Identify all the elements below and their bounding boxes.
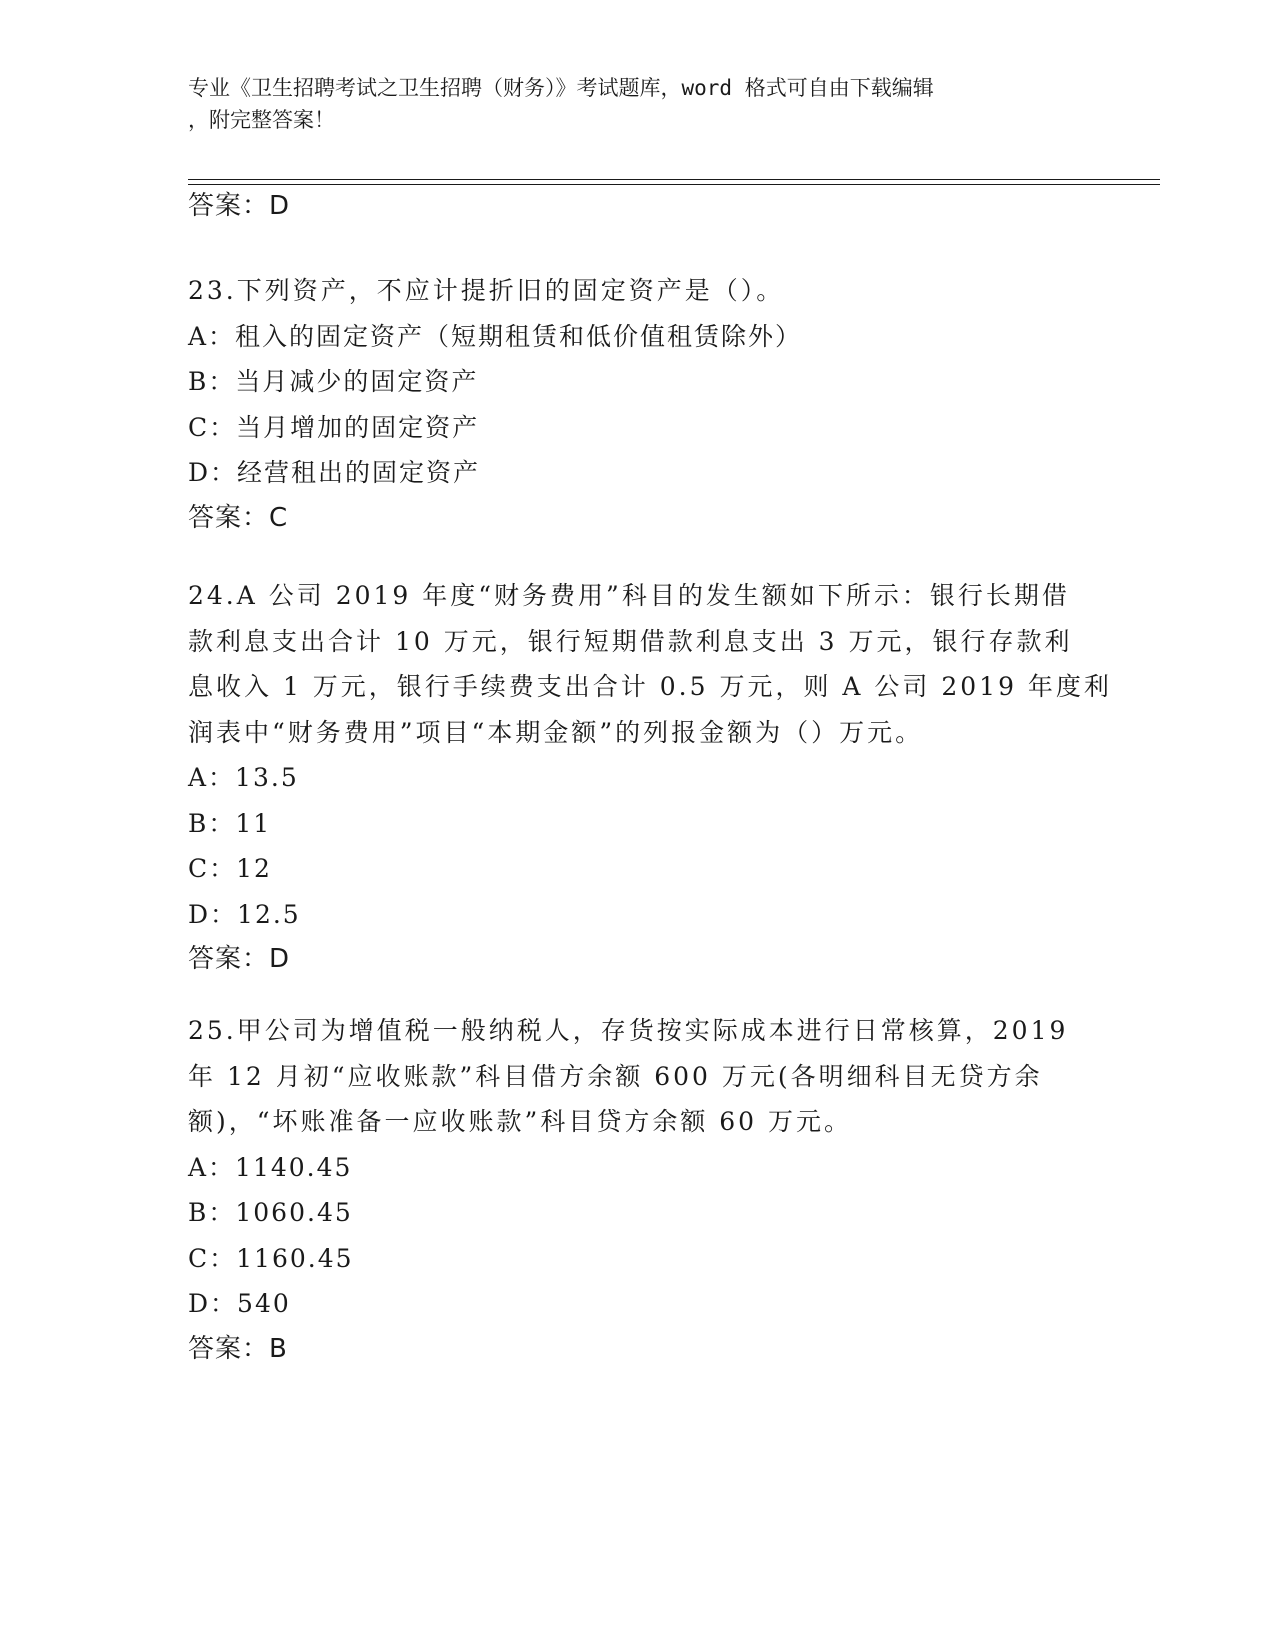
option-d: D：540 — [188, 1289, 291, 1318]
question-text-line: 25.甲公司为增值税一般纳税人，存货按实际成本进行日常核算，2019 — [188, 1016, 1069, 1045]
option-a: A：租入的固定资产（短期租赁和低价值租赁除外） — [188, 321, 803, 351]
option-d: D：经营租出的固定资产 — [188, 458, 481, 487]
question-text-line: 息收入 1 万元，银行手续费支出合计 0.5 万元，则 A 公司 2019 年度利 — [188, 672, 1112, 701]
option-b: B：1060.45 — [188, 1198, 353, 1227]
header-rule-top — [188, 179, 1160, 180]
header-rule-bottom — [188, 184, 1160, 185]
option-c: C：12 — [188, 854, 272, 883]
answer: 答案：B — [188, 1333, 288, 1364]
option-a: A：1140.45 — [188, 1152, 353, 1182]
option-b: B：当月减少的固定资产 — [188, 367, 479, 396]
previous-answer: 答案：D — [188, 191, 291, 221]
question-text-line: 额)，“坏账准备一应收账款”科目贷方余额 60 万元。 — [188, 1107, 853, 1136]
option-a: A：13.5 — [188, 763, 299, 792]
page-header — [188, 72, 1068, 136]
option-b: B：11 — [188, 808, 272, 838]
option-d: D：12.5 — [188, 899, 301, 929]
question-text-line: 润表中“财务费用”项目“本期金额”的列报金额为（）万元。 — [188, 717, 924, 747]
answer: 答案：C — [188, 502, 289, 533]
header-line-1: 专业《卫生招聘考试之卫生招聘（财务）》考试题库，word 格式可自由下载编辑 — [188, 76, 934, 100]
question-text-line: 款利息支出合计 10 万元，银行短期借款利息支出 3 万元，银行存款利 — [188, 626, 1073, 656]
question-text-line: 23.下列资产，不应计提折旧的固定资产是（）。 — [188, 276, 785, 305]
answer: 答案：D — [188, 944, 291, 974]
question-text-line: 24.A 公司 2019 年度“财务费用”科目的发生额如下所示：银行长期借 — [188, 581, 1070, 610]
header-line-2: ，附完整答案！ — [188, 108, 335, 132]
question-23 — [188, 268, 802, 541]
question-25 — [188, 1008, 1068, 1372]
question-24 — [188, 573, 1112, 982]
option-c: C：1160.45 — [188, 1243, 354, 1273]
option-c: C：当月增加的固定资产 — [188, 412, 480, 442]
question-text-line: 年 12 月初“应收账款”科目借方余额 600 万元(各明细科目无贷方余 — [188, 1061, 1043, 1091]
